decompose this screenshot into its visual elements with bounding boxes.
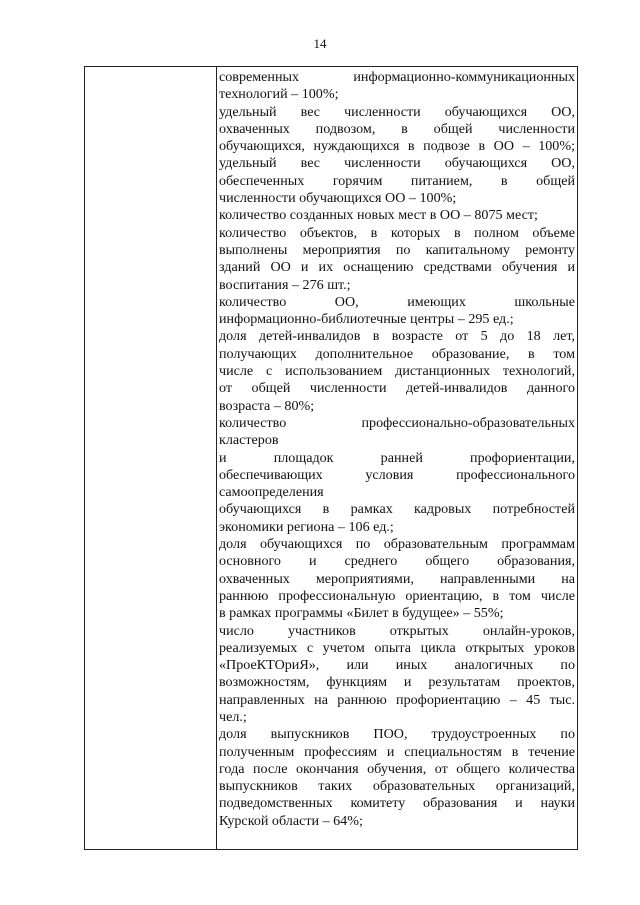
indicator-text-line: числе с использованием дистанционных технологий, — [219, 363, 575, 380]
indicator-text-line: выпускников таких образовательных организаций, — [219, 778, 575, 795]
indicator-text-line: доля детей-инвалидов в возрасте от 5 до 18 лет, — [219, 328, 575, 345]
indicator-text-line: экономики региона – 106 ед.; — [219, 518, 394, 535]
indicator-text-line: число участников открытых онлайн-уроков, — [219, 622, 575, 639]
indicator-text-line: подведомственных комитету образования и науки — [219, 795, 575, 812]
indicator-text-line: раннюю профессиональную ориентацию, в том числе — [219, 587, 575, 604]
indicator-text-line: возможностям, функциям и результатам проектов, — [219, 674, 575, 691]
indicator-text-line: удельный вес численности обучающихся ОО, — [219, 155, 575, 172]
indicator-text-line: охваченных мероприятиями, направленными на — [219, 570, 575, 587]
table-right-cell — [219, 69, 575, 830]
indicator-text-line: чел.; — [219, 708, 247, 725]
indicator-text-line: года после окончания обучения, от общего количества — [219, 760, 575, 777]
indicator-text-line: выполнены мероприятия по капитальному ремонту — [219, 241, 575, 258]
indicator-text-line: количество объектов, в которых в полном объеме — [219, 224, 575, 241]
indicator-text-line: кластеров — [219, 432, 279, 449]
indicator-text-line: информационно-библиотечные центры – 295 ед.; — [219, 311, 514, 328]
indicator-text-line: получающих дополнительное образование, в том — [219, 345, 575, 362]
indicator-text-line: удельный вес численности обучающихся ОО, — [219, 103, 575, 120]
indicator-text-line: в рамках программы «Билет в будущее» – 55%; — [219, 605, 504, 622]
indicator-text-line: Курской области – 64%; — [219, 812, 363, 829]
indicator-text-line: самоопределения — [219, 484, 324, 501]
indicator-text-line: «ПроеКТОриЯ», или иных аналогичных по — [219, 657, 575, 674]
indicator-text-line: обучающихся в рамках кадровых потребностей — [219, 501, 575, 518]
indicator-text-line: направленных на раннюю профориентацию – 45 тыс. — [219, 691, 575, 708]
table-left-cell — [85, 67, 216, 849]
indicator-text-line: воспитания – 276 шт.; — [219, 276, 351, 293]
indicator-text-line: доля выпускников ПОО, трудоустроенных по — [219, 726, 575, 743]
document-table — [84, 66, 578, 850]
indicator-text-line: современных информационно-коммуникационных — [219, 69, 575, 85]
indicator-text-line: полученным профессиям и специальностям в течение — [219, 743, 575, 760]
column-divider — [216, 67, 217, 849]
indicator-text-line: количество ОО, имеющих школьные — [219, 293, 575, 310]
indicator-text-line: обучающихся, нуждающихся в подвозе в ОО – 100%; — [219, 138, 575, 155]
indicator-text-line: технологий – 100%; — [219, 86, 339, 103]
indicator-text-line: реализуемых с учетом опыта цикла открытых уроков — [219, 639, 575, 656]
indicator-text-line: основного и среднего общего образования, — [219, 553, 575, 570]
indicator-text-line: численности обучающихся ОО – 100%; — [219, 190, 457, 207]
indicator-text-line: от общей численности детей-инвалидов данного — [219, 380, 575, 397]
indicator-text-line: обеспеченных горячим питанием, в общей — [219, 172, 575, 189]
indicator-text-line: количество профессионально-образовательных — [219, 414, 575, 431]
indicator-text-line: охваченных подвозом, в общей численности — [219, 120, 575, 137]
page-number: 14 — [313, 36, 327, 51]
indicator-text-line: и площадок ранней профориентации, — [219, 449, 575, 466]
indicator-text-line: обеспечивающих условия профессионального — [219, 466, 575, 483]
indicator-text-line: зданий ОО и их оснащению средствами обучения и — [219, 259, 575, 276]
indicator-text-line: возраста – 80%; — [219, 397, 315, 414]
indicator-text-line: количество созданных новых мест в ОО – 8075 мест; — [219, 207, 538, 224]
indicator-text-line: доля обучающихся по образовательным программам — [219, 536, 575, 553]
